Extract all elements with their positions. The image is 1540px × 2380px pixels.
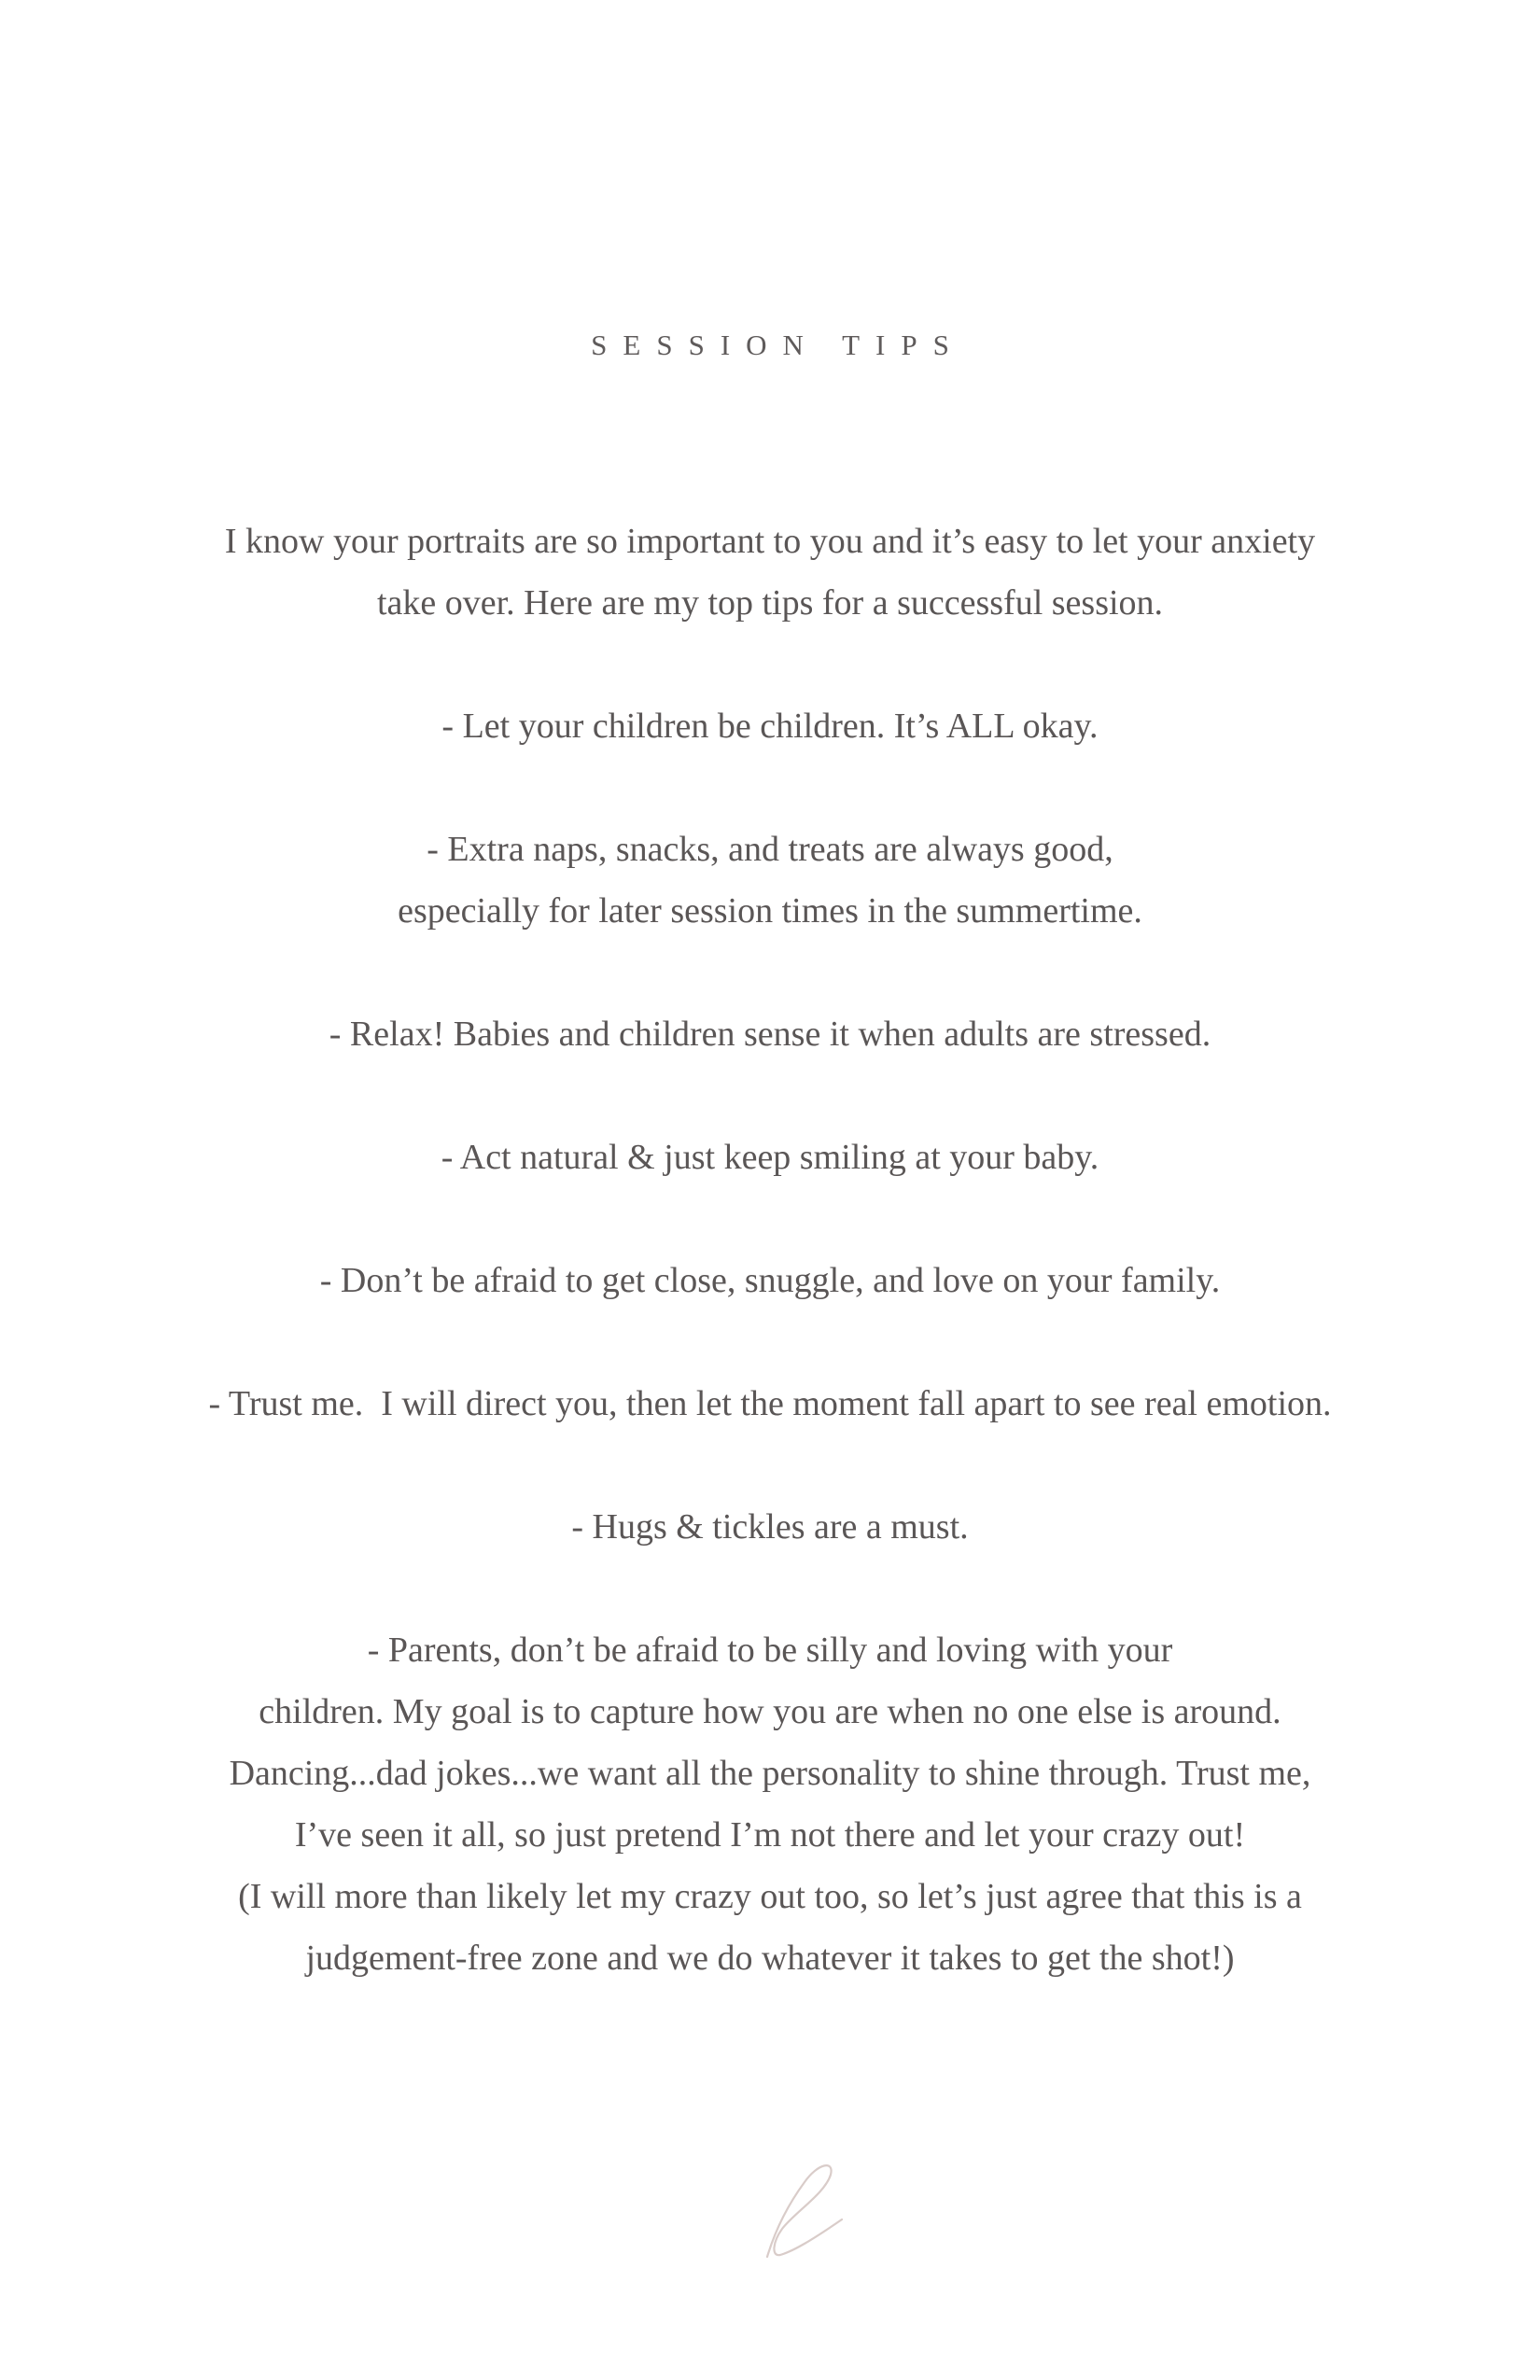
text-line: I’ve seen it all, so just pretend I’m not there and let your crazy out!	[294, 1815, 1246, 1855]
text-line: - Let your children be children. It’s ALL okay.	[441, 707, 1099, 746]
text-line: - Extra naps, snacks, and treats are always good,	[427, 830, 1113, 869]
tip-item	[0, 1250, 1540, 1311]
text-line: - Relax! Babies and children sense it when adults are stressed.	[329, 1015, 1211, 1054]
text-line: - Don’t be afraid to get close, snuggle, and love on your family.	[319, 1261, 1221, 1300]
text-line: I know your portraits are so important to you and it’s easy to let your anxiety	[224, 522, 1316, 561]
intro-paragraph	[0, 511, 1540, 634]
monogram-stroke	[767, 2165, 842, 2257]
tip-item	[0, 695, 1540, 757]
text-line: Dancing...dad jokes...we want all the personality to shine through. Trust me,	[229, 1754, 1311, 1793]
script-monogram-logo	[756, 2154, 859, 2266]
text-line: (I will more than likely let my crazy out too, so let’s just agree that this is a	[238, 1877, 1302, 1916]
tip-item	[0, 1003, 1540, 1065]
text-line: take over. Here are my top tips for a successful session.	[376, 583, 1164, 623]
text-line: - Hugs & tickles are a must.	[571, 1507, 969, 1547]
text-line: - Act natural & just keep smiling at your baby.	[441, 1138, 1099, 1177]
tip-item	[0, 1619, 1540, 1989]
tips-body	[0, 511, 1540, 2051]
text-line: - Parents, don’t be afraid to be silly and loving with your	[367, 1631, 1173, 1670]
text-line: - Trust me. I will direct you, then let the moment fall apart to see real emotion.	[208, 1384, 1332, 1423]
text-line: judgement-free zone and we do whatever it takes to get the shot!)	[305, 1939, 1235, 1978]
tip-item	[0, 819, 1540, 942]
text-line: children. My goal is to capture how you are when no one else is around.	[259, 1692, 1281, 1731]
tip-item	[0, 1127, 1540, 1188]
text-line: especially for later session times in the summertime.	[398, 891, 1142, 931]
page-title: SESSION TIPS	[591, 329, 965, 361]
tip-item	[0, 1496, 1540, 1558]
tip-item	[0, 1373, 1540, 1435]
